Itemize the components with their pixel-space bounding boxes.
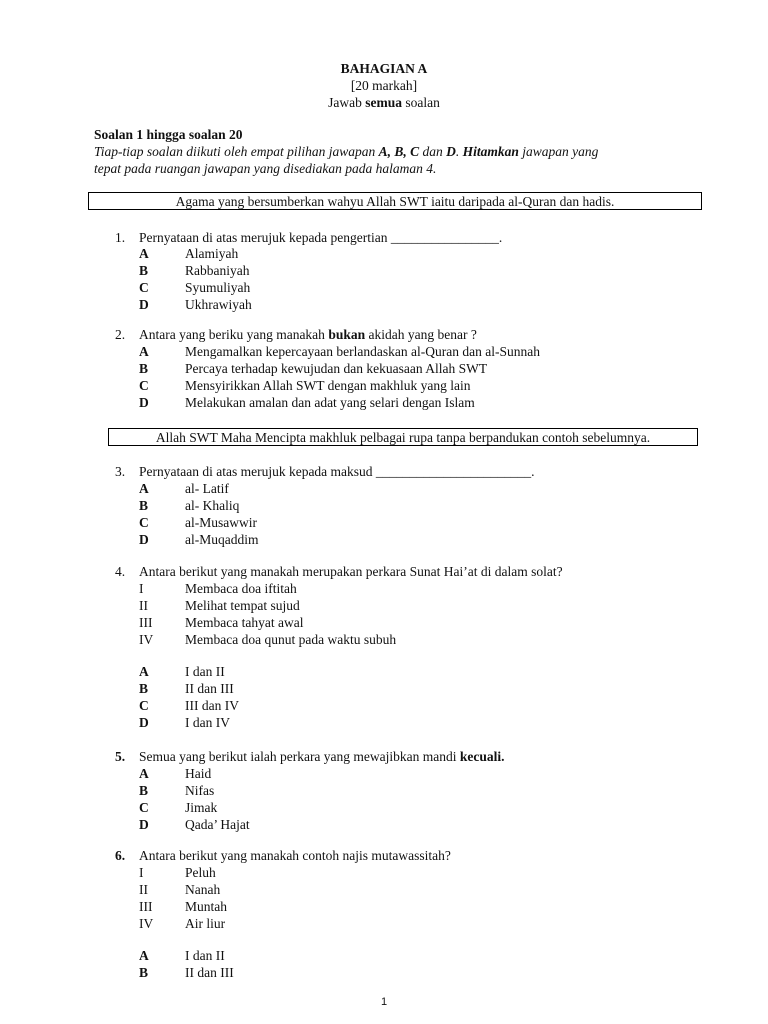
statement-numeral: III [139, 615, 153, 630]
option-letter: C [139, 515, 149, 530]
section-header [0, 60, 768, 111]
instr-text: . [455, 144, 463, 159]
page-number: 1 [380, 996, 388, 1008]
instructions-line-1 [94, 143, 684, 160]
question-text: Pernyataan di atas merujuk kepada maksud _______________________. [139, 464, 535, 479]
option-letter: B [139, 965, 149, 980]
statement-numeral: IV [139, 916, 154, 931]
option-letter: D [139, 297, 149, 312]
option-text: I dan II [185, 948, 225, 963]
instr-bold-letters: A, B, C [378, 144, 420, 159]
statement-text: Melihat tempat sujud [185, 598, 300, 613]
option-letter: D [139, 532, 149, 547]
option-text: Mengamalkan kepercayaan berlandaskan al-Quran dan al-Sunnah [185, 344, 540, 359]
section-marks: [20 markah] [350, 78, 418, 93]
option-text: Melakukan amalan dan adat yang selari dengan Islam [185, 395, 475, 410]
option-letter: A [139, 766, 149, 781]
question-number: 4. [115, 564, 126, 579]
option-letter: D [139, 817, 149, 832]
option-letter: B [139, 498, 149, 513]
statement-text: Air liur [185, 916, 226, 931]
question-text-part: Semua yang berikut ialah perkara yang mewajibkan mandi [139, 749, 460, 764]
option-letter: A [139, 948, 149, 963]
option-letter: B [139, 263, 149, 278]
option-letter: D [139, 715, 149, 730]
question-text: Antara berikut yang manakah merupakan perkara Sunat Hai’at di dalam solat? [139, 564, 563, 579]
option-text: Percaya terhadap kewujudan dan kekuasaan Allah SWT [185, 361, 488, 376]
option-text: Ukhrawiyah [185, 297, 252, 312]
instr-text: Tiap-tiap soalan diikuti oleh empat pilihan jawapan [94, 144, 379, 159]
option-letter: B [139, 783, 149, 798]
statement-numeral: III [139, 899, 153, 914]
instr-bold-letter: D [446, 144, 456, 159]
question-emphasis: bukan [328, 327, 366, 342]
option-text: Jimak [185, 800, 218, 815]
instruction-text-end: soalan [402, 95, 440, 110]
question-number: 1. [115, 230, 126, 245]
option-letter: C [139, 698, 149, 713]
option-text: al- Khaliq [185, 498, 240, 513]
question-number: 5. [115, 749, 126, 764]
statement-numeral: I [139, 865, 144, 880]
option-text: al- Latif [185, 481, 229, 496]
statement-numeral: II [139, 882, 148, 897]
question-text [139, 326, 477, 343]
question-number: 2. [115, 327, 126, 342]
option-letter: B [139, 361, 149, 376]
instructions-line-2: tepat pada ruangan jawapan yang disediakan pada halaman 4. [94, 161, 437, 176]
question-text: Pernyataan di atas merujuk kepada pengertian ________________. [139, 230, 503, 245]
option-letter: D [139, 395, 149, 410]
statement-text: Membaca tahyat awal [185, 615, 304, 630]
option-text: I dan IV [185, 715, 230, 730]
option-letter: C [139, 378, 149, 393]
question-text-part: akidah yang benar ? [365, 327, 477, 342]
option-text: Nifas [185, 783, 215, 798]
question-number: 6. [115, 848, 126, 863]
option-letter: A [139, 664, 149, 679]
instr-bold-verb: Hitamkan [462, 144, 519, 159]
option-text: al-Musawwir [185, 515, 257, 530]
statement-text: Muntah [185, 899, 227, 914]
option-text: Qada’ Hajat [185, 817, 250, 832]
option-text: I dan II [185, 664, 225, 679]
question-number: 3. [115, 464, 126, 479]
option-text: Alamiyah [185, 246, 239, 261]
section-instruction [0, 94, 768, 111]
instr-text: jawapan yang [518, 144, 599, 159]
option-text: al-Muqaddim [185, 532, 259, 547]
statement-numeral: IV [139, 632, 154, 647]
option-letter: C [139, 280, 149, 295]
statement-text: Peluh [185, 865, 216, 880]
statement-text: Nanah [185, 882, 221, 897]
option-letter: A [139, 481, 149, 496]
stimulus-box-2: Allah SWT Maha Mencipta makhluk pelbagai rupa tanpa berpandukan contoh sebelumnya. [108, 428, 698, 446]
instructions-heading: Soalan 1 hingga soalan 20 [94, 127, 243, 142]
stimulus-box-1: Agama yang bersumberkan wahyu Allah SWT iaitu daripada al-Quran dan hadis. [88, 192, 702, 210]
option-letter: B [139, 681, 149, 696]
option-letter: A [139, 246, 149, 261]
question-text-part: Antara yang beriku yang manakah [139, 327, 329, 342]
instr-text: dan [419, 144, 447, 159]
statement-numeral: I [139, 581, 144, 596]
question-emphasis: kecuali. [459, 749, 505, 764]
option-letter: C [139, 800, 149, 815]
option-text: Syumuliyah [185, 280, 251, 295]
section-title: BAHAGIAN A [340, 61, 428, 76]
statement-numeral: II [139, 598, 148, 613]
statement-text: Membaca doa iftitah [185, 581, 297, 596]
instructions-block [94, 126, 684, 177]
option-text: III dan IV [185, 698, 239, 713]
question-text [139, 748, 505, 765]
option-text: Mensyirikkan Allah SWT dengan makhluk yang lain [185, 378, 471, 393]
option-letter: A [139, 344, 149, 359]
instruction-emphasis: semua [365, 95, 402, 110]
instruction-text: Jawab [328, 95, 366, 110]
question-text: Antara berikut yang manakah contoh najis mutawassitah? [139, 848, 451, 863]
option-text: Haid [185, 766, 212, 781]
option-text: II dan III [185, 965, 234, 980]
statement-text: Membaca doa qunut pada waktu subuh [185, 632, 397, 647]
option-text: II dan III [185, 681, 234, 696]
option-text: Rabbaniyah [185, 263, 250, 278]
